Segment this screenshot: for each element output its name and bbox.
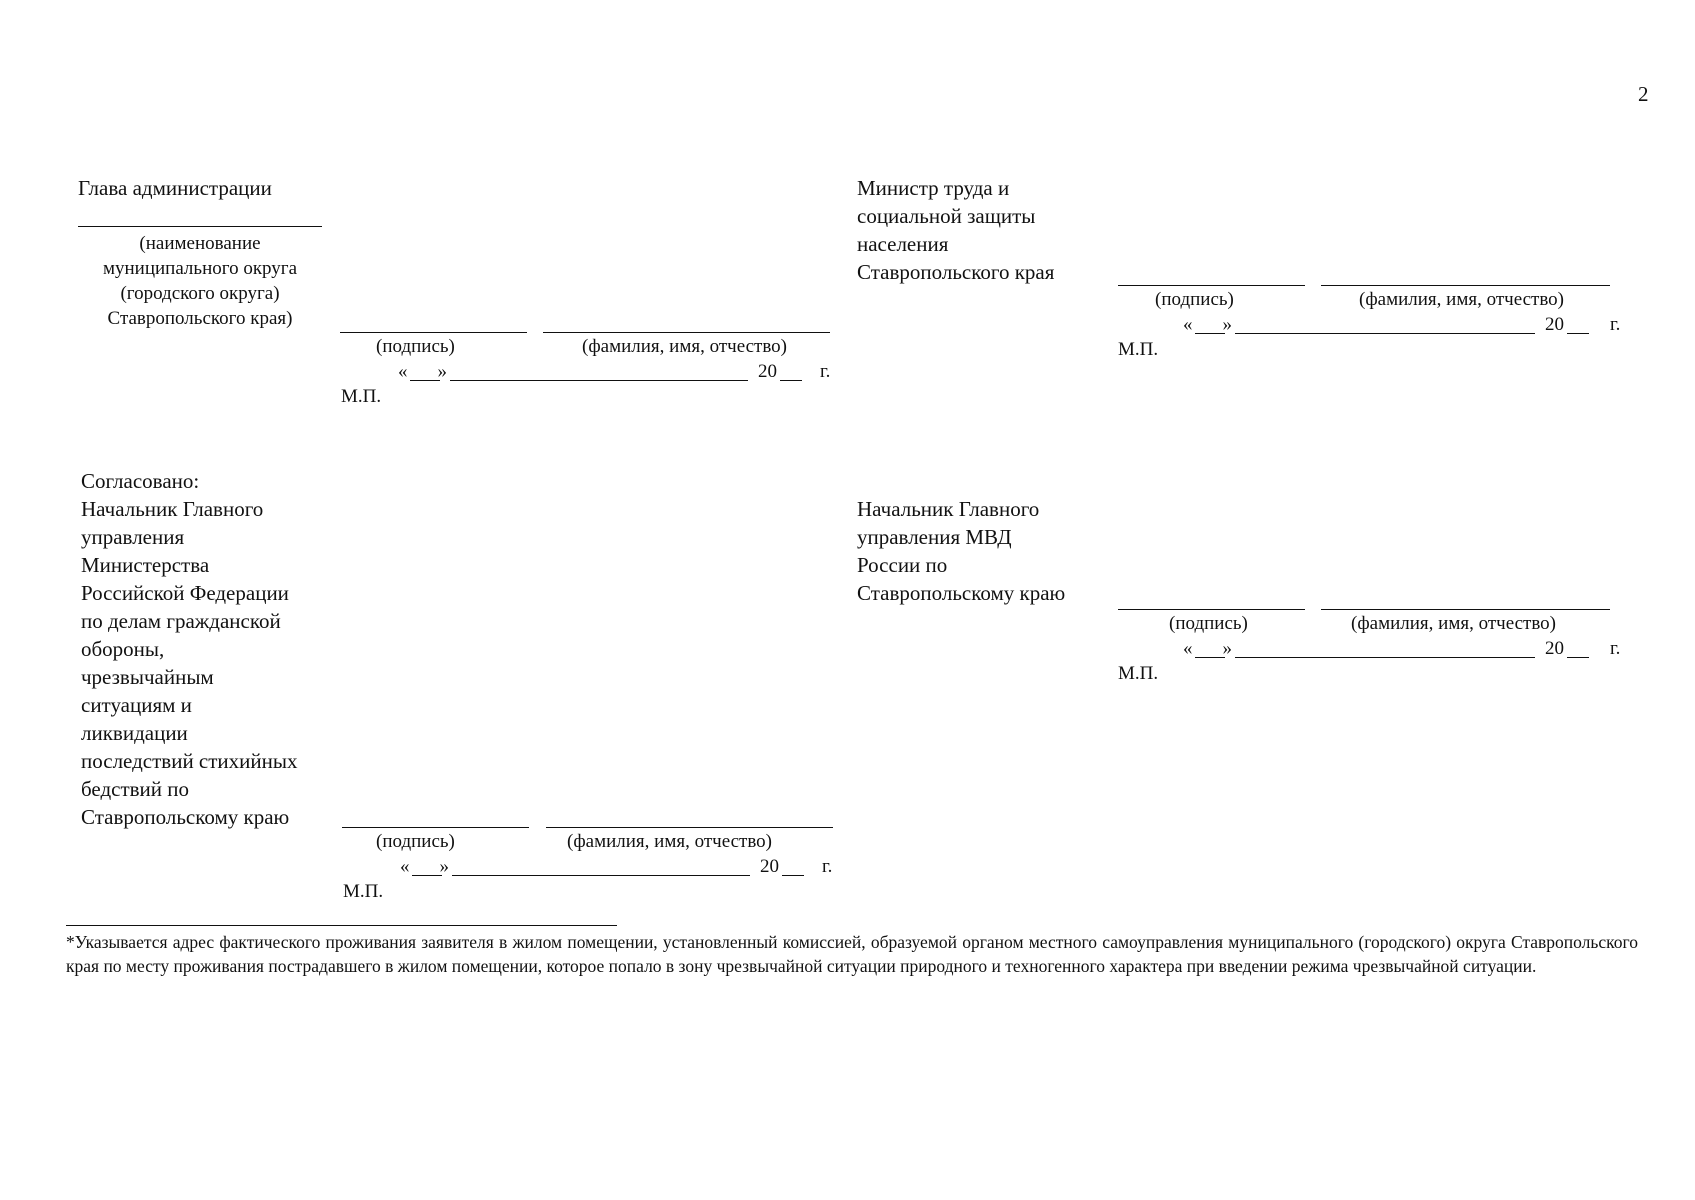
year-suffix: г. [820,361,831,382]
signature-line [340,332,527,333]
footnote-separator [66,925,617,926]
name-line [1321,609,1610,610]
month-line [1235,333,1535,334]
year-line [782,875,804,876]
date-open-quote: « [400,856,410,877]
name-caption: (фамилия, имя, отчество) [1359,289,1565,310]
signature-line [1118,285,1305,286]
minister-title: Министр труда и социальной защиты населения Ставропольского края [857,176,1055,284]
name-caption: (фамилия, имя, отчество) [567,831,773,852]
month-line [452,875,750,876]
year-suffix: г. [1610,638,1621,659]
signature-caption: (подпись) [376,336,455,357]
stamp-label: М.П. [341,386,382,407]
org-name-line [78,226,322,227]
stamp-label: М.П. [343,881,384,902]
date-field [1183,312,1621,337]
signature-caption: (подпись) [376,831,455,852]
name-caption: (фамилия, имя, отчество) [582,336,788,357]
date-field [400,854,833,879]
name-caption: (фамилия, имя, отчество) [1351,613,1557,634]
date-close-quote: » [1222,638,1232,659]
year-prefix: 20 [760,856,779,877]
org-name-caption: (наименование муниципального округа (городского округа) Ставропольского края) [102,233,298,329]
agreed-label: Согласовано: [81,469,200,493]
year-suffix: г. [1610,314,1621,335]
date-field [1183,636,1621,661]
month-line [450,380,748,381]
signature-caption: (подпись) [1155,289,1234,310]
date-close-quote: » [1222,314,1232,335]
year-suffix: г. [822,856,833,877]
page-number: 2 [1638,82,1649,106]
year-line [780,380,802,381]
name-line [546,827,833,828]
date-close-quote: » [439,856,449,877]
head-admin-title: Глава администрации [78,176,272,200]
stamp-label: М.П. [1118,339,1159,360]
name-line [543,332,830,333]
year-prefix: 20 [758,361,777,382]
signature-line [1118,609,1305,610]
year-line [1567,333,1589,334]
year-prefix: 20 [1545,638,1564,659]
police-title: Начальник Главного управления МВД России по Ставропольскому краю [857,497,1066,605]
date-open-quote: « [398,361,408,382]
signature-line [342,827,529,828]
stamp-label: М.П. [1118,663,1159,684]
name-line [1321,285,1610,286]
emergency-title: Начальник Главного управления Министерства Российской Федерации по делам гражданской обороны, чрезвычайным ситуациям и ликвидации последствий стихийных бедствий по Ставропольскому краю [81,497,298,829]
date-open-quote: « [1183,314,1193,335]
month-line [1235,657,1535,658]
date-open-quote: « [1183,638,1193,659]
year-prefix: 20 [1545,314,1564,335]
date-close-quote: » [437,361,447,382]
signature-caption: (подпись) [1169,613,1248,634]
year-line [1567,657,1589,658]
footnote-text: *Указывается адрес фактического проживания заявителя в жилом помещении, установленный комиссией, образуемой органом местного самоуправления муниципального (городского) округа Ставропольского края по месту проживания пострадавшего в жилом помещении, которое попало в зону чрезвычайной ситуации природного и техногенного характера при введении режима чрезвычайной ситуации. [66,932,1638,976]
date-field [398,359,831,384]
